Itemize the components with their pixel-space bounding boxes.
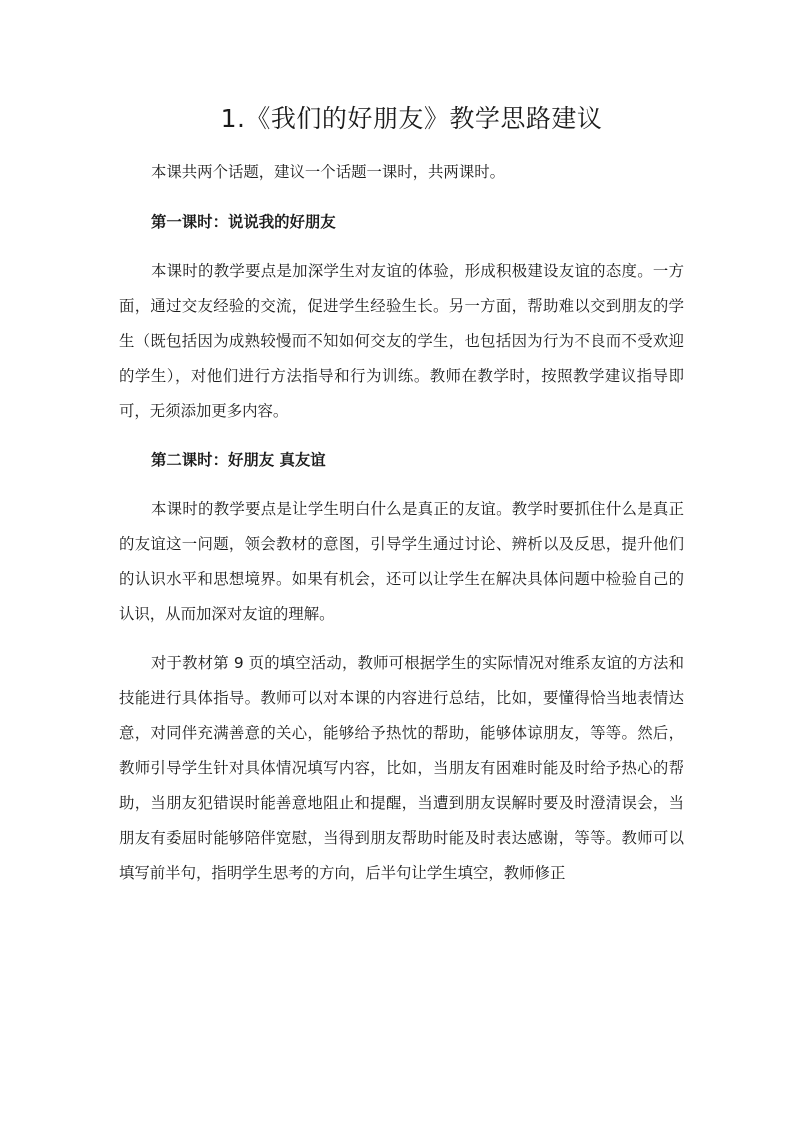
lesson1-heading: 第一课时：说说我的好朋友 — [151, 213, 336, 231]
lesson2-body: 本课时的教学要点是让学生明白什么是真正的友谊。教学时要抓住什么是真正的友谊这一问题，领会教材的意图，引导学生通过讨论、辨析以及反思，提升他们的认识水平和思想境界。如果有机会，还可以让学生在解决具体问题中检验自己的认识，从而加深对友谊的理解。 — [119, 500, 684, 623]
lesson1-body: 本课时的教学要点是加深学生对友谊的体验，形成积极建设友谊的态度。一方面，通过交友经验的交流，促进学生经验生长。另一方面，帮助难以交到朋友的学生（既包括因为成熟较慢而不知如何交友的学生，也包括因为行为不良而不受欢迎的学生），对他们进行方法指导和行为训练。教师在教学时，按照教学建议指导即可，无须添加更多内容。 — [119, 262, 684, 420]
lesson2-heading: 第二课时：好朋友 真友谊 — [151, 451, 326, 469]
document-title: 1.《我们的好朋友》教学思路建议 — [220, 104, 603, 133]
lesson2-body-continued: 对于教材第 9 页的填空活动，教师可根据学生的实际情况对维系友谊的方法和技能进行具体指导。教师可以对本课的内容进行总结，比如，要懂得恰当地表情达意，对同伴充满善意的关心，能够给予热忱的帮助，能够体谅朋友，等等。然后，教师引导学生针对具体情况填写内容，比如，当朋友有困难时能及时给予热心的帮助，当朋友犯错误时能善意地阻止和提醒，当遭到朋友误解时要及时澄清误会，当朋友有委屈时能够陪伴宽慰，当得到朋友帮助时能及时表达感谢，等等。教师可以填写前半句，指明学生思考的方向，后半句让学生填空，教师修正 — [119, 654, 684, 882]
intro-paragraph: 本课共两个话题，建议一个话题一课时，共两课时。 — [151, 163, 505, 181]
